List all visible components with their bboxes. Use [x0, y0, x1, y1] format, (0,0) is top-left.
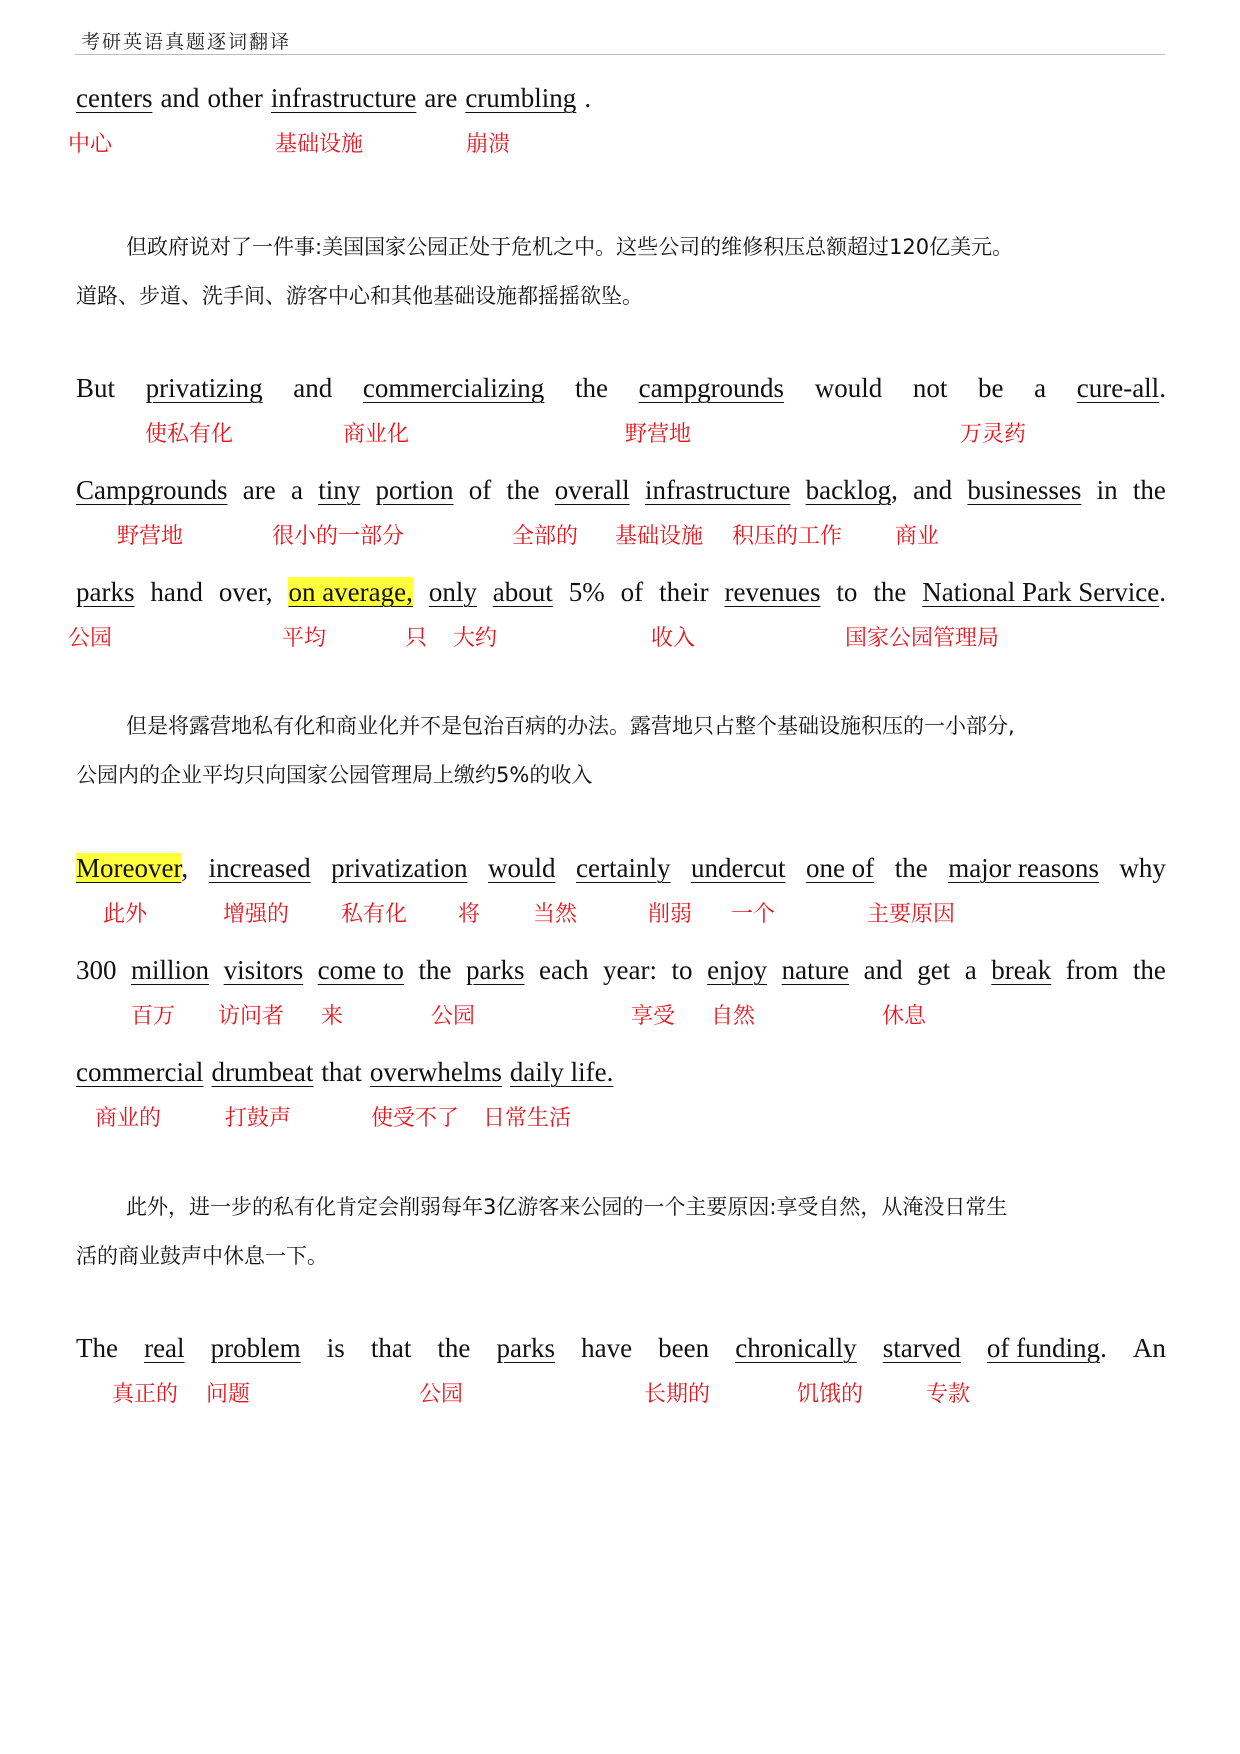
- word-text: the: [894, 853, 928, 883]
- english-word: [948, 848, 1099, 888]
- vocab-word: commercializing: [362, 373, 545, 403]
- word-text: and: [863, 955, 903, 985]
- english-word: [424, 78, 457, 118]
- english-word: [418, 950, 451, 990]
- gloss-label: 公园: [68, 626, 113, 651]
- english-word: [370, 1052, 502, 1092]
- vocab-word: would: [488, 853, 556, 883]
- chinese-translation: [76, 1183, 1166, 1281]
- english-line: [76, 368, 1166, 408]
- english-word: [659, 572, 708, 612]
- english-word: [207, 78, 262, 118]
- word-text: not: [912, 373, 948, 403]
- english-word: [782, 950, 849, 990]
- vocab-word: privatizing: [145, 373, 263, 403]
- english-word: [510, 1052, 613, 1092]
- translation-line: 公园内的企业平均只向国家公园管理局上缴约5%的收入: [76, 763, 593, 787]
- english-word: [150, 572, 202, 612]
- word-text: in: [1096, 475, 1118, 505]
- english-word: [575, 368, 608, 408]
- gloss-label: 平均: [282, 626, 327, 651]
- english-word: [497, 1328, 555, 1368]
- word-text: and: [160, 83, 200, 113]
- word-text: to: [671, 955, 693, 985]
- english-word: [429, 572, 477, 612]
- english-word: [209, 848, 311, 888]
- vocab-word: daily life.: [509, 1057, 614, 1087]
- vocab-word: on average,: [288, 577, 413, 607]
- gloss-label: 打鼓声: [225, 1106, 292, 1131]
- english-line: [76, 78, 1166, 118]
- gloss-label: 商业化: [343, 422, 410, 447]
- english-word: [1133, 950, 1166, 990]
- word-text: the: [1132, 955, 1166, 985]
- translation-line: 此外，进一步的私有化肯定会削弱每年3亿游客来公园的一个主要原因:享受自然，从淹没日常生: [126, 1195, 1008, 1219]
- vocab-word: revenues: [724, 577, 821, 607]
- english-word: [584, 78, 591, 118]
- word-text: each: [539, 955, 589, 985]
- gloss-label: 享受: [631, 1004, 676, 1029]
- gloss-label: 中心: [68, 132, 113, 157]
- word-text: over,: [218, 577, 273, 607]
- gloss-label: 崩溃: [466, 132, 511, 157]
- english-word: [1097, 470, 1118, 510]
- word-text: have: [581, 1333, 633, 1363]
- gloss-label: 只: [405, 626, 428, 651]
- word-text: hand: [150, 577, 203, 607]
- gloss-label: 公园: [431, 1004, 476, 1029]
- vocab-word: starved: [882, 1333, 961, 1363]
- vocab-word: overall: [554, 475, 630, 505]
- vocab-word: cure-all: [1076, 373, 1160, 403]
- english-word: [864, 950, 903, 990]
- vocab-word: one of: [805, 853, 875, 883]
- gloss-label: 主要原因: [867, 902, 956, 927]
- word-text: 5%: [568, 577, 605, 607]
- gloss-label: 使私有化: [145, 422, 234, 447]
- gloss-label: 国家公园管理局: [845, 626, 1000, 651]
- gloss-label: 使受不了: [371, 1106, 460, 1131]
- word-text: But: [76, 373, 116, 403]
- english-word: [1133, 1328, 1166, 1368]
- vocab-word: overwhelms: [369, 1057, 502, 1087]
- english-word: [76, 368, 115, 408]
- word-text: and: [913, 475, 953, 505]
- vocab-word: crumbling: [465, 83, 577, 113]
- vocab-word: drumbeat: [211, 1057, 314, 1087]
- english-word: [978, 368, 1003, 408]
- english-word: [271, 78, 416, 118]
- english-word: [645, 470, 790, 510]
- gloss-label: 野营地: [117, 524, 184, 549]
- translation-line: 活的商业鼓声中休息一下。: [76, 1244, 328, 1268]
- word-text: the: [1132, 475, 1166, 505]
- english-word: [991, 950, 1051, 990]
- word-text: a: [964, 955, 977, 985]
- punctuation: .: [1159, 373, 1166, 403]
- word-text: and: [293, 373, 333, 403]
- gloss-label: 很小的一部分: [272, 524, 405, 549]
- english-word: [555, 470, 630, 510]
- english-line: [76, 1328, 1166, 1368]
- gloss-label: 日常生活: [483, 1106, 572, 1131]
- vocab-word: of funding: [986, 1333, 1101, 1363]
- english-word: [603, 950, 657, 990]
- punctuation: .: [1159, 577, 1166, 607]
- english-word: [895, 848, 928, 888]
- word-text: of: [620, 577, 644, 607]
- word-text: the: [418, 955, 452, 985]
- english-word: [131, 950, 209, 990]
- english-word: [707, 950, 767, 990]
- header-title: 考研英语真题逐词翻译: [81, 31, 292, 53]
- gloss-label: 增强的: [223, 902, 290, 927]
- english-word: [691, 848, 785, 888]
- vocab-word: parks: [496, 1333, 555, 1363]
- vocab-word: major reasons: [948, 853, 1099, 883]
- gloss-label: 大约: [453, 626, 498, 651]
- vocab-word: about: [492, 577, 553, 607]
- vocab-word: businesses: [967, 475, 1082, 505]
- vocab-word: tiny: [318, 475, 361, 505]
- english-word: [672, 950, 693, 990]
- english-word: [211, 1052, 313, 1092]
- word-text: are: [242, 475, 276, 505]
- gloss-label: 收入: [651, 626, 696, 651]
- english-word: [327, 1328, 345, 1368]
- english-word: [917, 950, 950, 990]
- english-word: [76, 470, 228, 510]
- word-text: is: [326, 1333, 345, 1363]
- english-line: [76, 572, 1166, 612]
- gloss-label: 基础设施: [275, 132, 364, 157]
- word-text: The: [76, 1333, 118, 1363]
- vocab-word: million: [131, 955, 210, 985]
- gloss-label: 商业的: [95, 1106, 162, 1131]
- english-word: [873, 572, 906, 612]
- word-text: the: [437, 1333, 471, 1363]
- translation-line: 道路、步道、洗手间、游客中心和其他基础设施都摇摇欲坠。: [76, 284, 643, 308]
- word-text: are: [424, 83, 458, 113]
- english-word: [76, 950, 117, 990]
- english-word: [735, 1328, 856, 1368]
- word-text: other: [207, 83, 263, 113]
- vocab-word: undercut: [690, 853, 786, 883]
- english-word: [576, 848, 670, 888]
- punctuation: .: [1100, 1333, 1107, 1363]
- word-text: a: [1034, 373, 1047, 403]
- english-word: [506, 470, 539, 510]
- english-word: [658, 1328, 709, 1368]
- english-word: [913, 470, 952, 510]
- word-text: to: [836, 577, 858, 607]
- english-word: [1119, 848, 1166, 888]
- vocab-word: portion: [375, 475, 454, 505]
- english-word: [293, 368, 332, 408]
- gloss-label: 访问者: [218, 1004, 285, 1029]
- english-word: [371, 1328, 412, 1368]
- gloss-label: 万灵药: [960, 422, 1027, 447]
- english-word: [224, 950, 304, 990]
- vocab-word: backlog: [805, 475, 892, 505]
- vocab-word: certainly: [576, 853, 671, 883]
- gloss-label: 问题: [206, 1382, 251, 1407]
- gloss-label: 削弱: [648, 902, 693, 927]
- english-word: [488, 848, 556, 888]
- english-word: [922, 572, 1166, 612]
- word-text: a: [290, 475, 303, 505]
- gloss-label: 长期的: [644, 1382, 711, 1407]
- english-word: [493, 572, 553, 612]
- gloss-label: 积压的工作: [732, 524, 843, 549]
- vocab-word: Moreover: [76, 853, 182, 883]
- word-text: their: [659, 577, 709, 607]
- vocab-word: commercial: [76, 1057, 204, 1087]
- vocab-word: chronically: [735, 1333, 857, 1363]
- english-word: [913, 368, 948, 408]
- english-word: [321, 1052, 362, 1092]
- word-text: from: [1065, 955, 1119, 985]
- english-word: [76, 848, 188, 888]
- word-text: the: [574, 373, 608, 403]
- english-word: [639, 368, 784, 408]
- gloss-label: 此外: [103, 902, 148, 927]
- vocab-word: infrastructure: [270, 83, 417, 113]
- english-word: [243, 470, 276, 510]
- gloss-label: 野营地: [625, 422, 692, 447]
- word-text: the: [873, 577, 907, 607]
- english-word: [291, 470, 303, 510]
- vocab-word: National Park Service: [922, 577, 1160, 607]
- english-word: [76, 78, 152, 118]
- english-word: [219, 572, 273, 612]
- vocab-word: increased: [208, 853, 311, 883]
- gloss-label: 当然: [533, 902, 578, 927]
- english-word: [437, 1328, 470, 1368]
- english-word: [76, 1328, 118, 1368]
- vocab-word: break: [991, 955, 1052, 985]
- vocab-word: come to: [317, 955, 404, 985]
- gloss-label: 基础设施: [615, 524, 704, 549]
- word-text: .: [584, 83, 592, 113]
- english-word: [375, 470, 453, 510]
- gloss-label: 商业: [895, 524, 940, 549]
- english-line: [76, 1052, 1166, 1092]
- gloss-label: 全部的: [512, 524, 579, 549]
- gloss-label: 将: [458, 902, 481, 927]
- english-word: [569, 572, 605, 612]
- vocab-word: problem: [210, 1333, 301, 1363]
- english-word: [1034, 368, 1046, 408]
- word-text: of: [468, 475, 492, 505]
- gloss-label: 私有化: [341, 902, 408, 927]
- vocab-word: real: [144, 1333, 185, 1363]
- word-text: why: [1119, 853, 1166, 883]
- english-word: [1077, 368, 1166, 408]
- english-word: [469, 470, 492, 510]
- vocab-word: visitors: [223, 955, 304, 985]
- english-word: [883, 1328, 961, 1368]
- word-text: get: [917, 955, 951, 985]
- english-word: [318, 950, 404, 990]
- english-word: [1133, 470, 1166, 510]
- english-word: [1066, 950, 1118, 990]
- english-word: [465, 78, 576, 118]
- english-word: [621, 572, 644, 612]
- english-word: [363, 368, 544, 408]
- english-word: [725, 572, 821, 612]
- english-word: [987, 1328, 1107, 1368]
- vocab-word: centers: [76, 83, 153, 113]
- english-word: [466, 950, 524, 990]
- chinese-translation: [76, 702, 1166, 800]
- word-text: be: [978, 373, 1004, 403]
- gloss-label: 自然: [711, 1004, 756, 1029]
- english-word: [318, 470, 360, 510]
- gloss-label: 一个: [731, 902, 776, 927]
- english-word: [836, 572, 857, 612]
- gloss-label: 饥饿的: [797, 1382, 864, 1407]
- english-word: [581, 1328, 632, 1368]
- english-word: [806, 848, 874, 888]
- english-word: [144, 1328, 184, 1368]
- english-word: [146, 368, 263, 408]
- word-text: 300: [76, 955, 117, 985]
- word-text: An: [1132, 1333, 1166, 1363]
- vocab-word: campgrounds: [638, 373, 785, 403]
- vocab-word: enjoy: [707, 955, 768, 985]
- english-word: [160, 78, 199, 118]
- word-text: that: [370, 1333, 412, 1363]
- word-text: year:: [603, 955, 657, 985]
- vocab-word: nature: [781, 955, 850, 985]
- word-text: would: [814, 373, 883, 403]
- vocab-word: Campgrounds: [76, 475, 228, 505]
- english-word: [331, 848, 467, 888]
- translation-line: 但是将露营地私有化和商业化并不是包治百病的办法。露营地只占整个基础设施积压的一小部分,: [126, 714, 1015, 738]
- english-word: [806, 470, 898, 510]
- gloss-label: 专款: [926, 1382, 971, 1407]
- vocab-word: parks: [76, 577, 135, 607]
- word-text: the: [506, 475, 540, 505]
- english-word: [211, 1328, 301, 1368]
- english-word: [76, 572, 134, 612]
- gloss-label: 真正的: [112, 1382, 179, 1407]
- english-word: [76, 1052, 203, 1092]
- english-line: [76, 950, 1166, 990]
- vocab-word: only: [428, 577, 477, 607]
- english-word: [539, 950, 588, 990]
- punctuation: ,: [891, 475, 898, 505]
- gloss-label: 休息: [882, 1004, 927, 1029]
- english-word: [965, 950, 977, 990]
- english-line: [76, 848, 1166, 888]
- vocab-word: infrastructure: [644, 475, 791, 505]
- translation-line: 但政府说对了一件事:美国国家公园正处于危机之中。这些公司的维修积压总额超过120亿美元。: [126, 235, 1014, 259]
- punctuation: ,: [181, 853, 189, 883]
- english-word: [967, 470, 1081, 510]
- word-text: that: [321, 1057, 362, 1087]
- vocab-word: privatization: [331, 853, 468, 883]
- gloss-label: 百万: [131, 1004, 176, 1029]
- vocab-word: parks: [466, 955, 525, 985]
- english-word: [815, 368, 883, 408]
- english-line: [76, 470, 1166, 510]
- gloss-label: 来: [321, 1004, 344, 1029]
- chinese-translation: [76, 223, 1166, 321]
- word-text: been: [658, 1333, 710, 1363]
- english-word: [288, 572, 412, 612]
- page-header: [75, 18, 1165, 55]
- gloss-label: 公园: [419, 1382, 464, 1407]
